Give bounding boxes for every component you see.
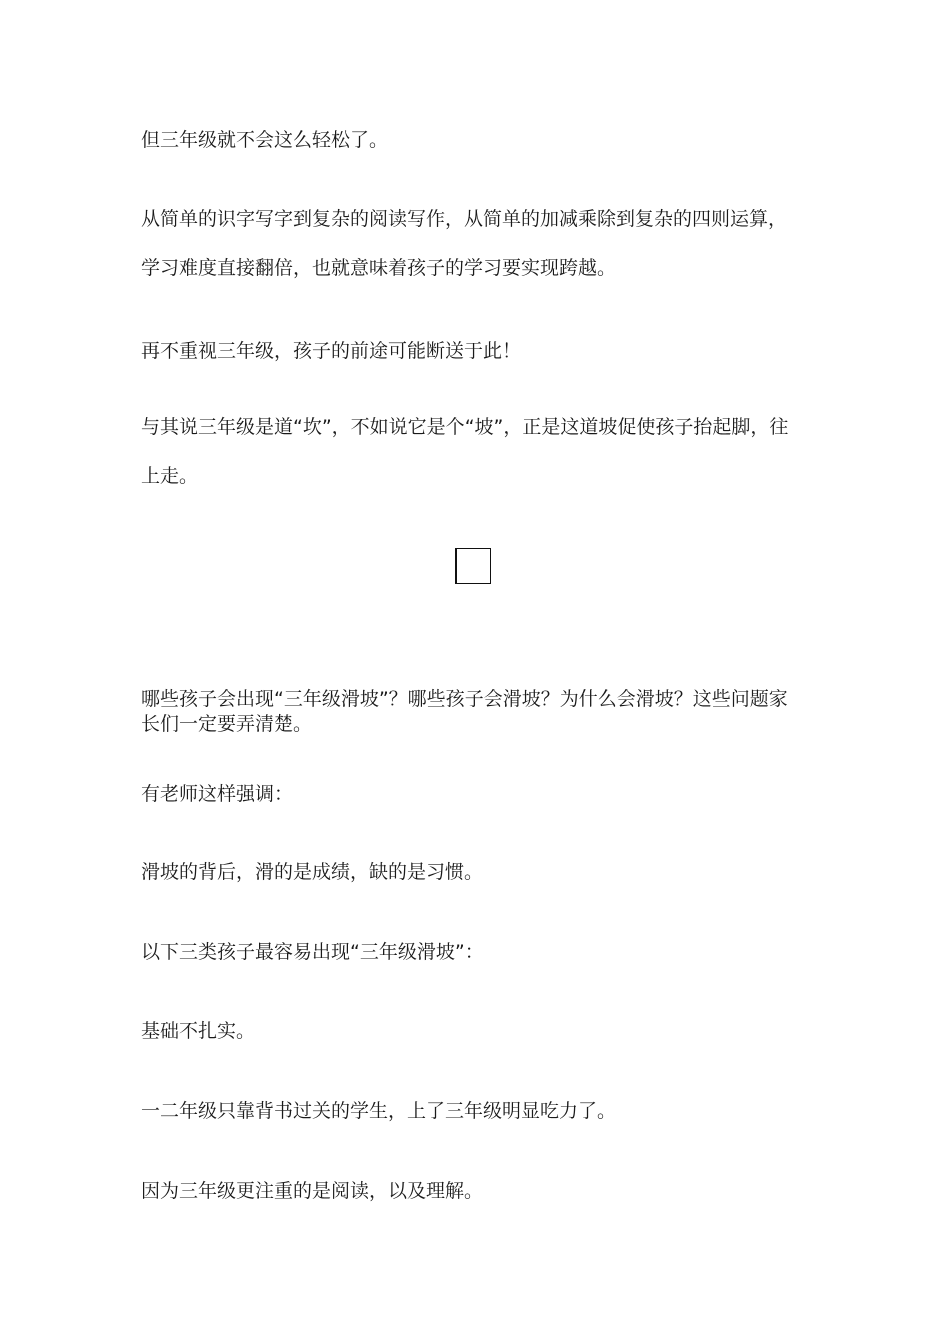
- paragraph-6: 有老师这样强调：: [141, 783, 294, 805]
- paragraph-5: 哪些孩子会出现“三年级滑坡”？哪些孩子会滑坡？为什么会滑坡？这些问题家长们一定要弄清楚。: [141, 688, 788, 735]
- paragraph-9: 基础不扎实。: [141, 1020, 256, 1042]
- paragraph-7: 滑坡的背后，滑的是成绩，缺的是习惯。: [141, 861, 484, 883]
- paragraph-8: 以下三类孩子最容易出现“三年级滑坡”：: [141, 941, 484, 963]
- paragraph-4: 与其说三年级是道“坎”，不如说它是个“坡”，正是这道坡促使孩子抬起脚，往上走。: [141, 416, 789, 487]
- paragraph-1: 但三年级就不会这么轻松了。: [141, 129, 389, 151]
- paragraph-3: 再不重视三年级，孩子的前途可能断送于此！: [141, 340, 522, 362]
- paragraph-11: 因为三年级更注重的是阅读，以及理解。: [141, 1180, 484, 1202]
- missing-image-icon: [455, 548, 491, 584]
- paragraph-10: 一二年级只靠背书过关的学生，上了三年级明显吃力了。: [141, 1100, 617, 1122]
- paragraph-2: 从简单的识字写字到复杂的阅读写作，从简单的加减乘除到复杂的四则运算，学习难度直接翻倍，也就意味着孩子的学习要实现跨越。: [141, 208, 788, 279]
